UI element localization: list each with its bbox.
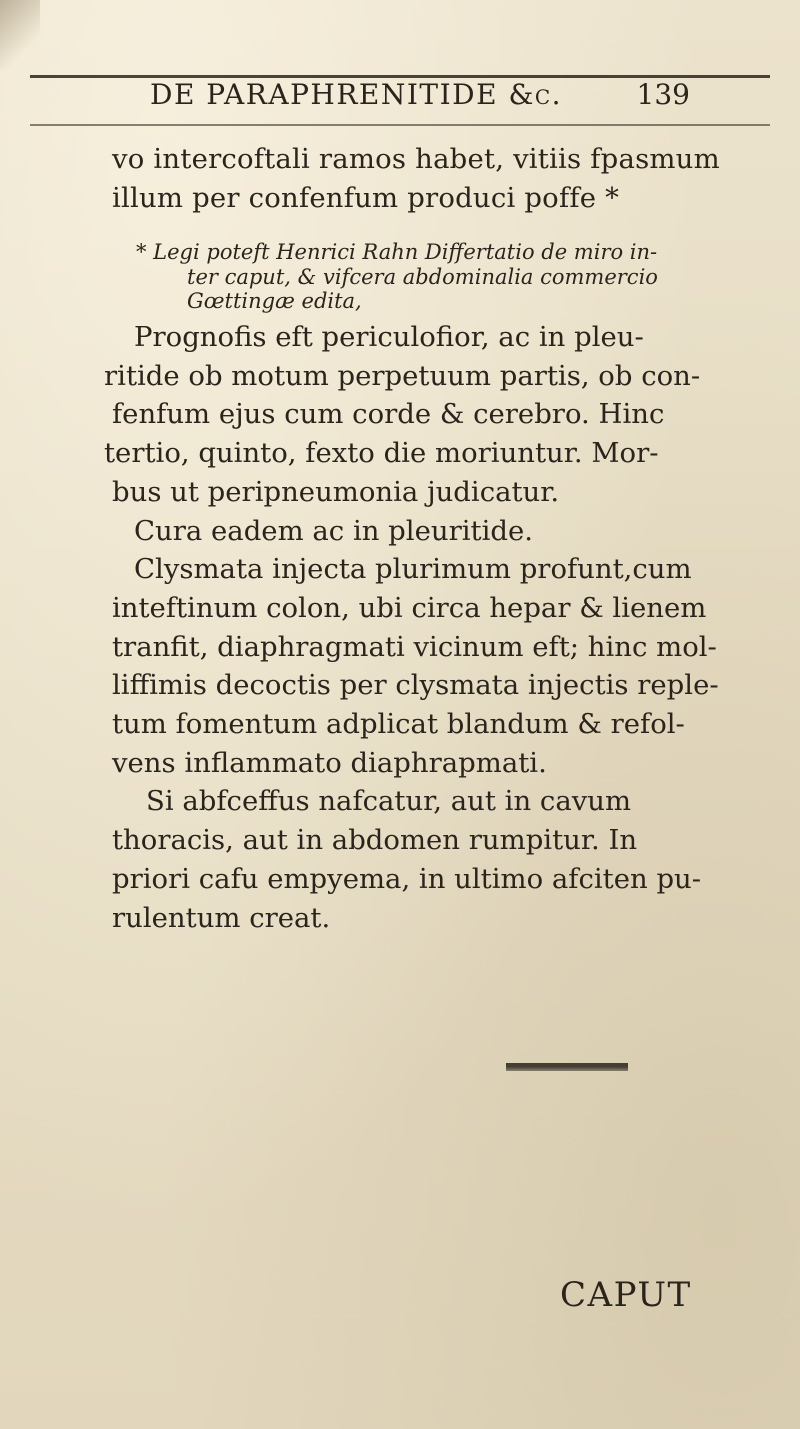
footnote: [136, 240, 796, 314]
footnote-line: * Legi poteft Henrici Rahn Differtatio de miro in-: [136, 240, 658, 264]
paragraph-clysmata-line: vens inflammato diaphrapmati.: [112, 746, 547, 779]
running-header: [150, 78, 690, 122]
section-end-rule: [506, 1063, 628, 1071]
paragraph-clysmata-line: tum fomentum adplicat blandum & refol-: [112, 708, 685, 741]
opening-text: [112, 140, 792, 217]
footnote-line: ter caput, & vifcera abdominalia commercio: [187, 264, 658, 289]
footnote-line: Gœttingæ edita,: [187, 289, 362, 313]
main-text: [104, 318, 792, 937]
text-line: illum per confenfum produci poffe *: [112, 181, 620, 214]
paragraph-prognosis-line: ritide ob motum perpetuum partis, ob con-: [104, 359, 701, 392]
paragraph-clysmata-line: liffimis decoctis per clysmata injectis reple-: [112, 669, 719, 702]
paragraph-prognosis-line: bus ut peripneumonia judicatur.: [112, 475, 560, 508]
page-number: 139: [636, 78, 690, 111]
paragraph-clysmata-line: Clysmata injecta plurimum profunt,cum: [134, 553, 692, 586]
paragraph-prognosis-line: tertio, quinto, fexto die moriuntur. Mor-: [104, 437, 659, 470]
page-corner-stain: [0, 0, 40, 70]
paragraph-abscessus-line: Si abfceffus nafcatur, aut in cavum: [146, 785, 632, 818]
paragraph-abscessus-line: priori cafu empyema, in ultimo afciten pu-: [112, 862, 702, 895]
header-underline: [30, 124, 770, 126]
paragraph-abscessus-line: rulentum creat.: [112, 901, 331, 934]
paragraph-clysmata-line: inteftinum colon, ubi circa hepar & lienem: [112, 591, 707, 624]
paragraph-cura-line: Cura eadem ac in pleuritide.: [134, 514, 533, 547]
paragraph-clysmata-line: tranfit, diaphragmati vicinum eft; hinc mol-: [112, 630, 717, 663]
paragraph-prognosis-line: fenfum ejus cum corde & cerebro. Hinc: [112, 398, 665, 431]
running-title: DE PARAPHRENITIDE &c.: [150, 78, 563, 111]
paragraph-abscessus-line: thoracis, aut in abdomen rumpitur. In: [112, 824, 638, 857]
paragraph-prognosis-line: Prognofis eft periculofior, ac in pleu-: [134, 321, 644, 353]
catchword: CAPUT: [560, 1275, 692, 1315]
text-line: vo intercoftali ramos habet, vitiis fpasmum: [112, 143, 720, 175]
